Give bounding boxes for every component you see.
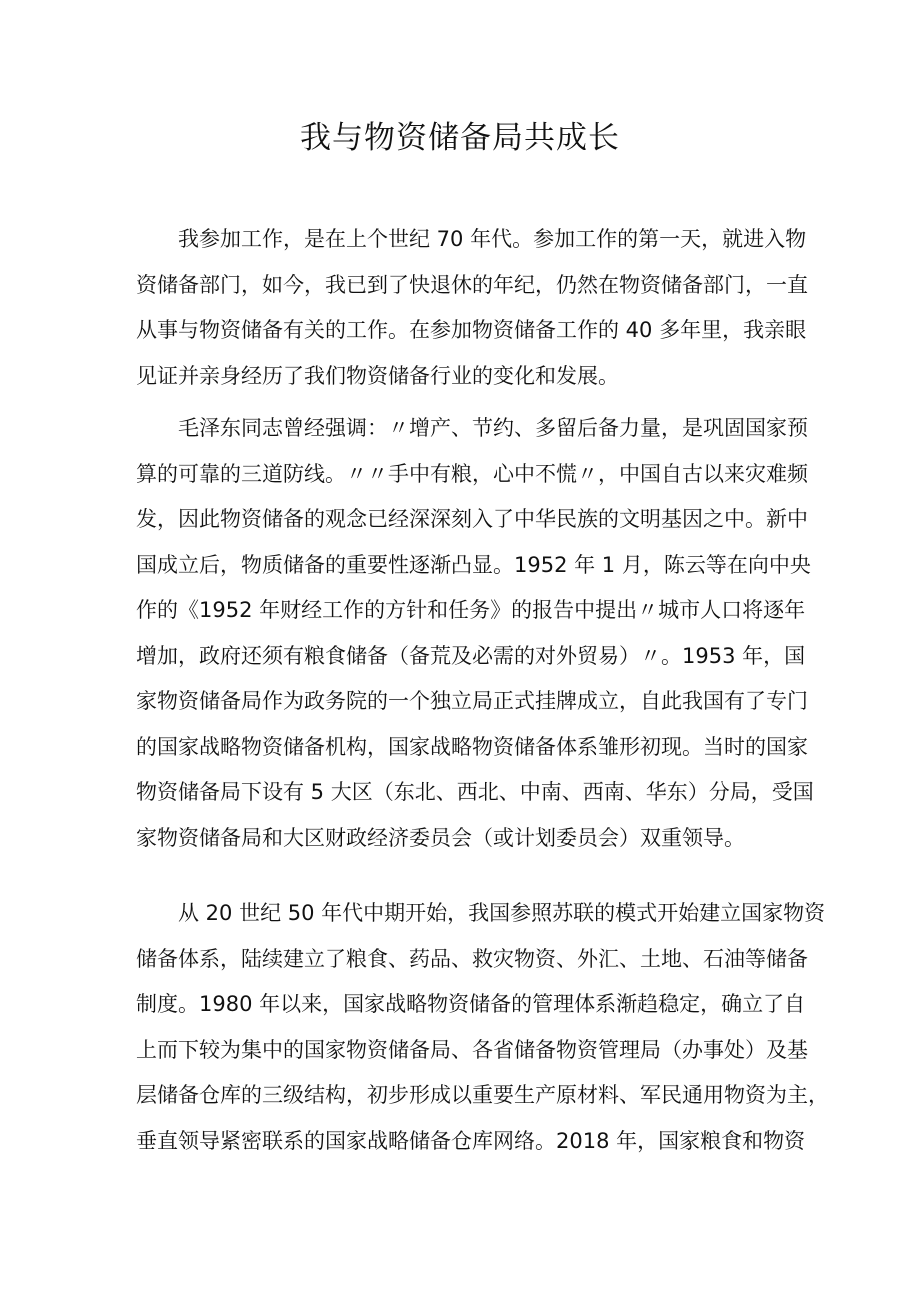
paragraph-line: 的国家战略物资储备机构，国家战略物资储备体系雏形初现。当时的国家	[136, 734, 808, 759]
paragraph-line: 家物资储备局作为政务院的一个独立局正式挂牌成立，自此我国有了专门	[136, 689, 808, 713]
paragraph-line: 算的可靠的三道防线。〃〃手中有粮，心中不慌〃，中国自古以来灾难频	[136, 461, 808, 486]
paragraph-line: 制度。1980 年以来，国家战略物资储备的管理体系渐趋稳定，确立了自	[136, 992, 806, 1016]
paragraph-1	[136, 217, 808, 399]
paragraph-line: 从事与物资储备有关的工作。在参加物资储备工作的 40 多年里，我亲眼	[136, 318, 807, 342]
paragraph-line: 见证并亲身经历了我们物资储备行业的变化和发展。	[136, 363, 619, 388]
paragraph-line: 增加，政府还须有粮食储备（备荒及必需的对外贸易）〃。1953 年，国	[136, 643, 806, 668]
document-title: 我与物资储备局共成长	[300, 120, 620, 156]
paragraph-line: 发，因此物资储备的观念已经深深刻入了中华民族的文明基因之中。新中	[136, 507, 808, 531]
paragraph-line: 垂直领导紧密联系的国家战略储备仓库网络。2018 年，国家粮食和物资	[136, 1128, 806, 1153]
paragraph-line: 物资储备局下设有 5 大区（东北、西北、中南、西南、华东）分局，受国	[136, 780, 814, 804]
paragraph-line: 毛泽东同志曾经强调：〃增产、节约、多留后备力量，是巩固国家预	[178, 416, 808, 440]
paragraph-line: 从 20 世纪 50 年代中期开始，我国参照苏联的模式开始建立国家物资	[178, 901, 826, 925]
paragraph-line: 国成立后，物质储备的重要性逐渐凸显。1952 年 1 月，陈云等在向中央	[136, 552, 811, 577]
paragraph-line: 家物资储备局和大区财政经济委员会（或计划委员会）双重领导。	[136, 825, 745, 850]
paragraph-line: 作的《1952 年财经工作的方针和任务》的报告中提出〃城市人口将逐年	[136, 598, 806, 622]
paragraph-line: 层储备仓库的三级结构，初步形成以重要生产原材料、军民通用物资为主，	[136, 1083, 829, 1107]
paragraph-2	[136, 406, 814, 861]
paragraph-3	[136, 891, 829, 1164]
paragraph-line: 我参加工作，是在上个世纪 70 年代。参加工作的第一天，就进入物	[178, 227, 807, 251]
paragraph-line: 上而下较为集中的国家物资储备局、各省储备物资管理局（办事处）及基	[136, 1037, 808, 1062]
paragraph-line: 资储备部门，如今，我已到了快退休的年纪，仍然在物资储备部门，一直	[136, 272, 808, 297]
paragraph-line: 储备体系，陆续建立了粮食、药品、救灾物资、外汇、土地、石油等储备	[136, 946, 808, 971]
